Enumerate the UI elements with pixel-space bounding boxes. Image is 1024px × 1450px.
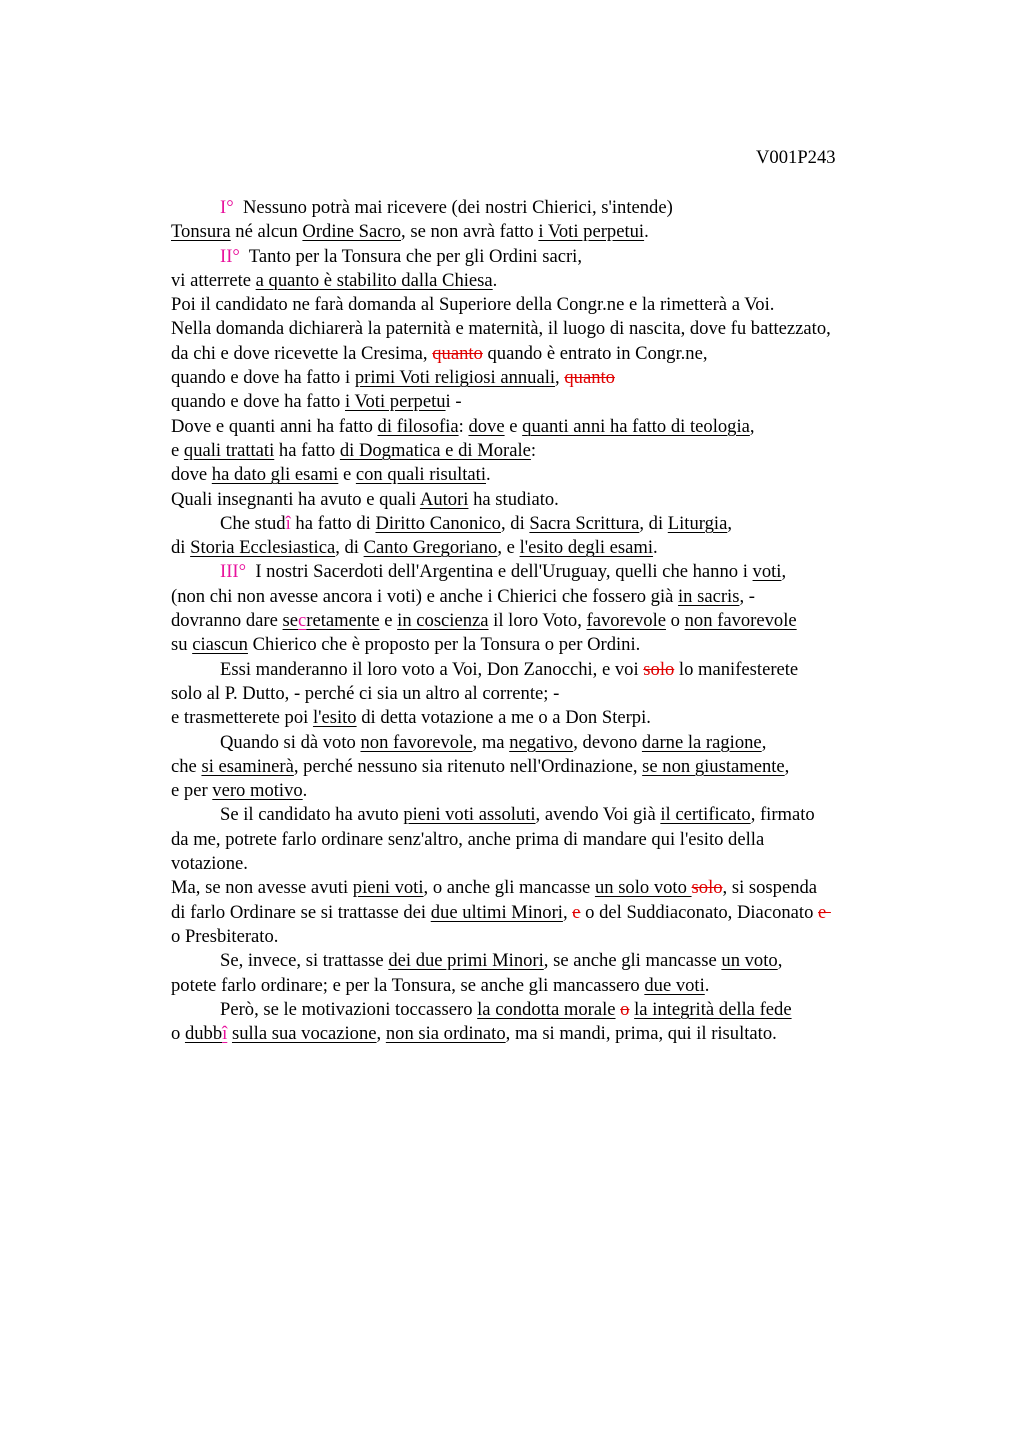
underlined-text: un voto [721,950,778,972]
text-line [171,415,931,439]
text-line [171,828,931,852]
text-run: , devono [573,731,642,753]
underlined-text: l'esito degli esami [519,537,654,559]
underlined-text: a quanto è stabilito dalla Chiesa [255,269,493,291]
text-line [171,560,931,584]
text-run: da me, potrete farlo ordinare senz'altro, anche prima di mandare qui l'esito della [171,828,765,850]
text-line [171,779,931,803]
text-run: , ma [472,731,510,753]
text-line [171,366,931,390]
text-line [171,245,931,269]
struck-text: quanto [432,342,483,364]
text-run: Quali insegnanti ha avuto e quali [171,488,420,510]
underlined-text: primi Voti religiosi annuali [354,367,556,389]
text-run: Però, se le motivazioni toccassero [220,998,478,1020]
struck-text: solo [643,658,675,680]
underlined-text: pieni voti assoluti [403,804,536,826]
text-run: di detta votazione a me o a Don Sterpi. [356,707,651,729]
text-run: , - [739,585,755,607]
text-run: Ma, se non avesse avuti [171,877,353,899]
underlined-text: ciascun [192,634,248,656]
underlined-text: vero motivo [212,780,303,802]
text-line [171,803,931,827]
text-line [171,876,931,900]
text-run: . [486,464,491,486]
annotation-mark: I° [220,197,234,218]
underlined-text: quanti anni ha fatto di teologia [522,415,750,437]
struck-text: e [818,901,831,923]
text-run: e trasmetterete poi [171,707,313,729]
text-run: , [784,755,790,777]
text-run: . [492,269,498,291]
text-run: Essi manderanno il loro voto a Voi, Don Zanocchi, e voi [220,658,644,680]
text-line [171,342,931,366]
text-run: , [749,415,755,437]
underlined-text: i Voti perpetui [538,221,645,243]
text-run: ha fatto di [290,512,376,534]
underlined-text: di filosofia [377,415,459,437]
underlined-text: i Voti perpetu [345,391,446,413]
underlined-text: non favorevole [684,610,797,632]
text-line [171,390,931,414]
text-run: ha fatto [274,439,340,461]
struck-text: e [572,901,581,923]
underlined-text: Sacra Scrittura [529,512,640,534]
underlined-text: quali trattati [183,439,275,461]
text-run: lo manifesterete [674,658,799,680]
text-run: Se il candidato ha avuto [220,804,404,826]
text-run: , si sospenda [722,877,818,899]
struck-text: o [620,998,630,1020]
text-run: I nostri Sacerdoti dell'Argentina e dell'Uruguay, quelli che hanno i [246,561,753,583]
text-run: o Presbiterato. [171,925,279,947]
annotation-mark: î [285,512,291,534]
text-line [171,852,931,876]
annotation-mark: î [222,1023,228,1045]
underlined-text: Autori [419,488,469,510]
text-run: . [653,537,658,559]
underlined-text: il certificato [660,804,751,826]
text-run: Quando si dà voto [220,731,361,753]
text-run: quando è entrato in Congr.ne, [482,342,708,364]
underlined-text: dove [468,415,505,437]
text-run: : [458,415,469,437]
underlined-text: Canto Gregoriano [363,537,498,559]
underlined-text: se [282,610,299,632]
annotation-mark: III° [220,561,247,583]
text-line [171,269,931,293]
text-line [171,974,931,998]
underlined-text: Diritto Canonico [375,512,501,534]
text-run: Nessuno potrà mai ricevere (dei nostri Chierici, s'intende) [233,197,673,218]
underlined-text: un solo voto [594,877,692,899]
underlined-text: favorevole [586,610,667,632]
text-run: da chi e dove ricevette la Cresima, [171,342,433,364]
text-line [171,682,931,706]
text-run: , firmato [750,804,815,826]
text-run: , di [639,512,668,534]
text-run: , avendo Voi già [535,804,661,826]
text-run: i - [445,391,462,413]
text-run: : [530,439,537,461]
struck-text: quanto [564,367,615,389]
underlined-text: retamente [306,610,380,632]
text-run: . [302,780,308,802]
underlined-text: dei due primi Minori [388,950,544,972]
text-run: Tanto per la Tonsura che per gli Ordini sacri, [239,245,582,267]
text-run: quando e dove ha fatto i [171,367,355,389]
text-run: o [666,610,685,632]
text-line [171,536,931,560]
text-run: . [644,221,649,243]
underlined-text: la integrità della fede [634,998,792,1020]
text-line [171,998,931,1022]
text-run: ha studiato. [468,488,559,510]
text-line [171,1022,931,1046]
underlined-text: pieni voti [352,877,424,899]
text-run: il loro Voto, [488,610,587,632]
underlined-text: l'esito [312,707,357,729]
text-line [171,609,931,633]
text-run: , o anche gli mancasse [423,877,595,899]
text-line [171,706,931,730]
underlined-text: si esaminerà [201,755,294,777]
text-run: Se, invece, si trattasse [220,950,389,972]
underlined-text: in sacris [678,585,740,607]
text-run: , di [500,512,530,534]
underlined-text: negativo [509,731,574,753]
struck-text: solo [691,877,723,899]
text-run: , [555,367,565,389]
underlined-text: due voti [644,974,705,996]
text-run: , [562,901,573,923]
text-run: potete farlo ordinare; e per la Tonsura, se anche gli mancassero [171,974,645,996]
text-line [171,512,931,536]
underlined-text: Ordine Sacro [302,221,402,243]
text-run: , [376,1023,386,1045]
text-run: (non chi non avesse ancora i voti) e anche i Chierici che fossero già [171,585,679,607]
underlined-text: dubb [184,1023,223,1045]
text-run: o del Suddiaconato, Diaconato [580,901,819,923]
underlined-text: Tonsura [171,221,231,243]
document-body [171,196,931,1046]
text-run: e [379,610,398,632]
page-identifier: V001P243 [756,147,836,168]
text-run: , [781,561,787,583]
underlined-text: Storia Ecclesiastica [190,537,336,559]
text-line [171,755,931,779]
underlined-text: due ultimi Minori [430,901,563,923]
text-line [171,463,931,487]
underlined-text: di Dogmatica e di Morale [339,439,531,461]
underlined-text: non sia ordinato [385,1023,506,1045]
text-run: vi atterrete [171,269,256,291]
text-line [171,731,931,755]
text-run: Chierico che è proposto per la Tonsura o per Ordini. [247,634,641,656]
text-line [171,925,931,949]
underlined-text: voti [752,561,782,583]
text-run: , di [335,537,364,559]
text-run: di [171,537,191,559]
underlined-text: se non giustamente [642,755,785,777]
text-run: dovranno dare [171,610,283,632]
text-run: Poi il candidato ne farà domanda al Superiore della Congr.ne e la rimetterà a Voi. [171,294,775,316]
text-run: . [704,974,710,996]
text-run: né alcun [230,221,303,243]
text-run: , se anche gli mancasse [543,950,722,972]
text-run: , [777,950,783,972]
text-run: su [171,634,193,656]
text-run: dove [171,464,212,486]
underlined-text: darne la ragione [641,731,762,753]
text-line [171,293,931,317]
text-line [171,439,931,463]
text-run: che [171,755,202,777]
underlined-text: la condotta morale [477,998,616,1020]
annotation-mark: II° [220,245,240,267]
underlined-text: in coscienza [397,610,489,632]
underlined-text: non favorevole [360,731,473,753]
text-line [171,658,931,682]
text-run: e per [171,780,213,802]
text-line [171,901,931,925]
text-line [171,488,931,512]
text-run: Nella domanda dichiarerà la paternità e maternità, il luogo di nascita, dove fu battezzato, [171,318,831,340]
text-run: , ma si mandi, prima, qui il risultato. [505,1023,777,1045]
text-line [171,949,931,973]
text-run: votazione. [171,853,248,875]
underlined-text: con quali risultati [355,464,487,486]
text-line [171,317,931,341]
text-run: Dove e quanti anni ha fatto [171,415,378,437]
text-run: e [171,439,184,461]
annotation-mark: c [298,610,307,632]
text-run: Che stud [220,512,286,534]
underlined-text: sulla sua vocazione [231,1023,377,1045]
text-run: , se non avrà fatto [401,221,539,243]
text-line [171,585,931,609]
text-run: e [504,415,523,437]
text-line [171,196,931,220]
text-run: , [727,512,732,534]
text-run: , [761,731,767,753]
underlined-text: ha dato gli esami [211,464,339,486]
text-run: , e [497,537,520,559]
text-run: quando e dove ha fatto [171,391,345,413]
text-run: e [338,464,356,486]
text-run: solo al P. Dutto, - perché ci sia un altro al corrente; - [171,682,560,704]
text-run: , perché nessuno sia ritenuto nell'Ordinazione, [293,755,643,777]
underlined-text: Liturgia [667,512,728,534]
text-line [171,220,931,244]
text-run: o [171,1023,185,1045]
text-line [171,633,931,657]
text-run: di farlo Ordinare se si trattasse dei [171,901,431,923]
